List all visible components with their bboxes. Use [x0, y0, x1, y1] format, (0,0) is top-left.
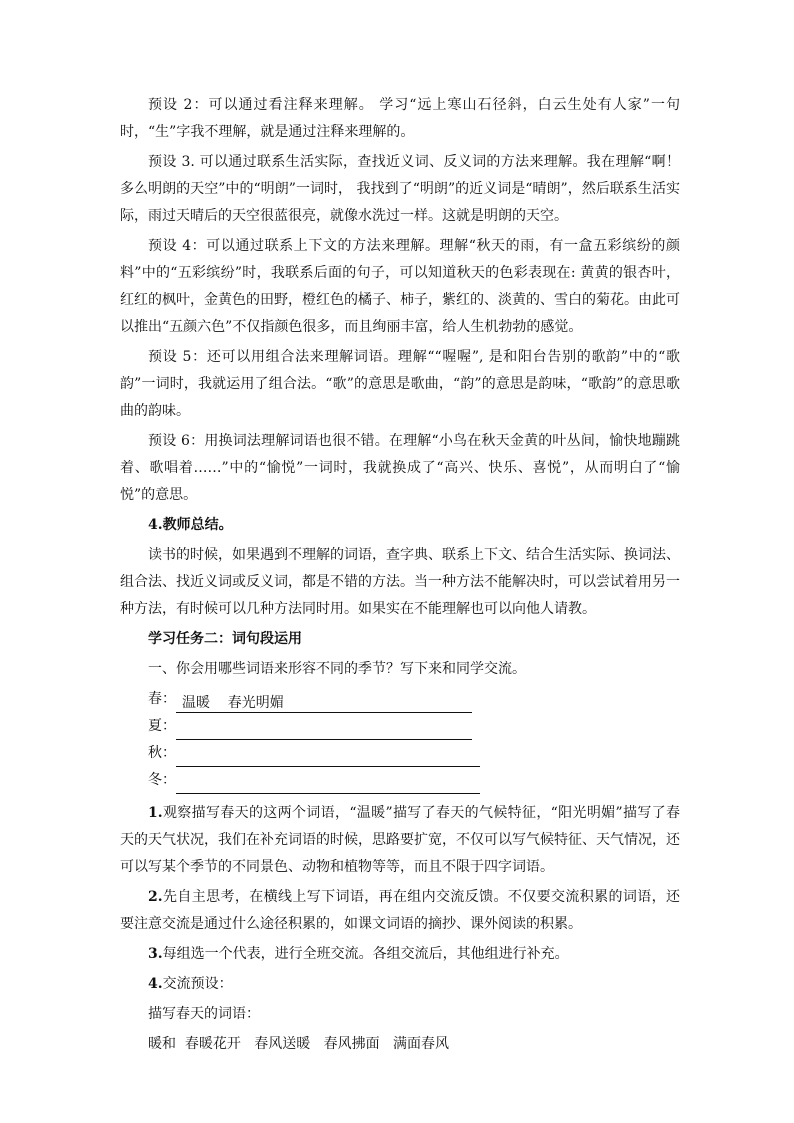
teacher-summary-title: 4.教师总结。 [148, 517, 233, 533]
season-blank-winter[interactable] [176, 774, 480, 794]
task2-question: 一、你会用哪些词语来形容不同的季节？写下来和同学交流。 [148, 661, 526, 677]
preset-4-text: 可以通过联系上下文的方法来理解。理解“秋天的雨，有一盒五彩缤纷的颜料”中的“五彩缤纷”时，我联系后面的句子，可以知道秋天的色彩表现在: 黄黄的银杏叶，红红的枫叶，金黄色的田野，橙红色的橘子、柿子，紫红的、淡黄的、雪白的菊花。由此可以推出“五颜六色”不仅指颜色很多，而且绚丽丰富，给人生机勃勃的感觉。 [120, 238, 681, 335]
season-label-winter: 冬： [148, 772, 176, 788]
teacher-summary-text: 读书的时候，如果遇到不理解的词语，查字典、联系上下文、结合生活实际、换词法、组合法、找近义词或反义词，都是不错的方法。当一种方法不能解决时，可以尝试着用另一种方法，有时候可以几种方法同时用。如果实在不能理解也可以向他人请教。 [120, 547, 680, 617]
season-row-summer [120, 713, 680, 740]
preset-3-paragraph [120, 149, 680, 230]
season-blank-summer[interactable] [176, 720, 472, 740]
task2-heading: 学习任务二：词句段运用 [148, 631, 302, 647]
step-1-lead: 1. [148, 805, 163, 821]
spring-words-label: 描写春天的词语： [148, 1006, 260, 1022]
preset-2-text: 可以通过看注释来理解。 学习“远上寒山石径斜，白云生处有人家”一句时，“生”字我不理解，就是通过注释来理解的。 [120, 97, 681, 140]
preset-6-lead: 预设 6： [148, 433, 205, 449]
season-row-spring [120, 686, 680, 713]
preset-5-text: 还可以用组合法来理解词语。理解““喔喔”, 是和阳台告别的歌韵”中的“歌韵”一词时，我就运用了组合法。“歌”的意思是歌曲，“韵”的意思是韵味，“歌韵”的意思歌曲的韵味。 [120, 349, 681, 419]
document-page [120, 92, 680, 1058]
season-label-summer: 夏： [148, 718, 176, 734]
step-2-text: 先自主思考，在横线上写下词语，再在组内交流反馈。不仅要交流积累的词语，还要注意交流是通过什么途径积累的，如课文词语的摘抄、课外阅读的积累。 [120, 889, 680, 932]
season-row-winter [120, 767, 680, 794]
preset-6-paragraph [120, 428, 680, 509]
preset-4-lead: 预设 4： [148, 238, 207, 254]
preset-3-lead: 预设 3. [148, 154, 200, 170]
preset-4-paragraph [120, 233, 680, 341]
step-4-lead: 4. [148, 976, 163, 992]
step-3-text: 每组选一个代表，进行全班交流。各组交流后，其他组进行补充。 [162, 946, 569, 962]
step-3-paragraph [120, 941, 680, 968]
step-4-paragraph [120, 971, 680, 998]
season-row-autumn [120, 740, 680, 767]
step-4-text: 交流预设： [162, 976, 233, 992]
preset-5-paragraph [120, 344, 680, 425]
preset-5-lead: 预设 5： [148, 349, 207, 365]
season-blank-spring[interactable]: 温暖 春光明媚 [176, 693, 472, 713]
preset-2-paragraph [120, 92, 680, 146]
step-1-paragraph [120, 800, 680, 881]
step-1-text: 观察描写春天的这两个词语，“温暖”描写了春天的气候特征，“阳光明媚”描写了春天的天气状况，我们在补充词语的时候，思路要扩宽，不仅可以写气候特征、天气情况，还可以写某个季节的不同景色、动物和植物等等，而且不限于四字词语。 [120, 805, 680, 875]
preset-6-text: 用换词法理解词语也很不错。在理解“小鸟在秋天金黄的叶丛间，愉快地蹦跳着、歌唱着……”中的“愉悦”一词时，我就换成了“高兴、快乐、喜悦”，从而明白了“愉悦”的意思。 [120, 433, 680, 503]
step-2-paragraph [120, 884, 680, 938]
season-label-autumn: 秋： [148, 745, 176, 761]
preset-3-text: 可以通过联系生活实际，查找近义词、反义词的方法来理解。我在理解“啊！多么明朗的天空”中的“明朗”一词时， 我找到了“明朗”的近义词是“晴朗”，然后联系生活实际，雨过天晴后的天空很蓝很亮，就像水洗过一样。这就是明朗的天空。 [120, 154, 680, 224]
spring-words-list: 暖和 春暖花开 春风送暖 春风拂面 满面春风 [148, 1036, 449, 1052]
step-2-lead: 2. [148, 889, 163, 905]
season-label-spring: 春： [148, 691, 176, 707]
season-blank-autumn[interactable] [176, 747, 480, 767]
step-3-lead: 3. [148, 946, 163, 962]
preset-2-lead: 预设 2： [148, 97, 209, 113]
